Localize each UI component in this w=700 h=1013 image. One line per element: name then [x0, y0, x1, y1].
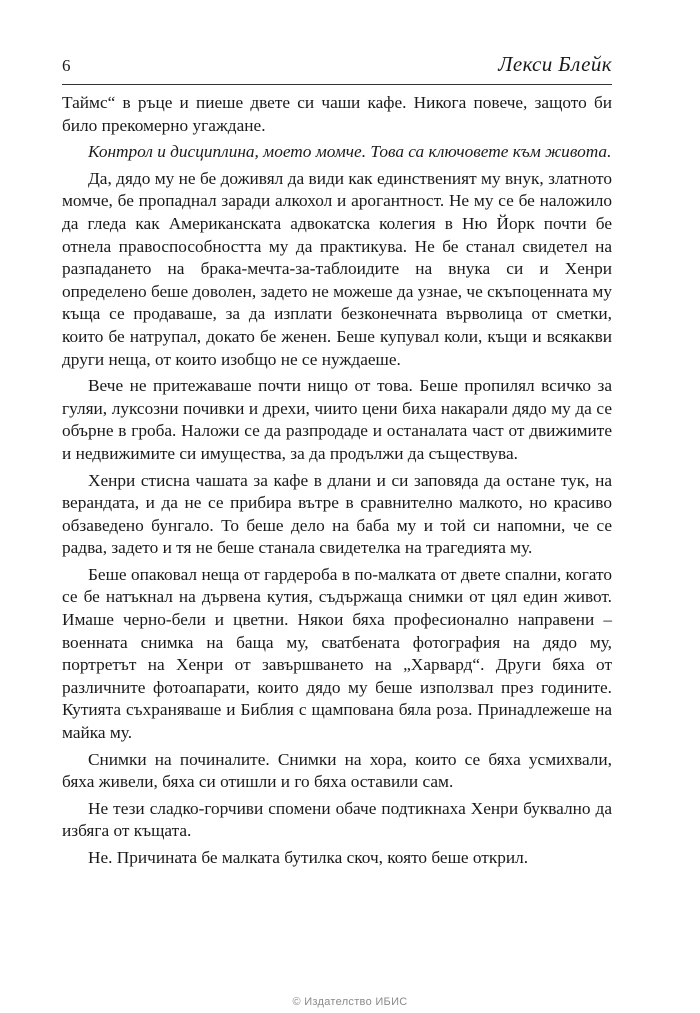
paragraph: Да, дядо му не бе доживял да види как единственият му внук, златното момче, бе пропаднал заради алкохол и арогантност. Не му се бе наложило да гледа как Американската адвокатска колегия в Ню Йорк почти бе отнела правоспособността му да практикува. Не бе станал свидетел на разпадането на брака-мечта-за-таблоидите на внука си и Хенри определено беше доволен, задето не можеше да узнае, че скъпоценната му къща се продаваше, за да изплати безконечната върволица от сметки, които бе натрупал, докато бе женен. Беше купувал коли, къщи и всякакви други неща, от които изобщо не се нуждаеше. [62, 168, 612, 369]
header-rule [62, 84, 612, 85]
paragraph: Не тези сладко-горчиви спомени обаче подтикнаха Хенри буквално да избяга от къщата. [62, 798, 612, 841]
paragraph-italic-quote: Контрол и дисциплина, моето момче. Това са ключовете към живота. [88, 142, 612, 162]
running-head-author: Лекси Блейк [498, 52, 612, 76]
paragraph: Хенри стисна чашата за кафе в длани и си заповяда да остане тук, на верандата, и да не се прибира вътре в сравнително малкото, но красиво обзаведено бунгало. То беше дело на баба му и той си напомни, че се радва, задето и тя не беше станала свидетелка на трагедията му. [62, 470, 612, 558]
page-number: 6 [62, 56, 71, 75]
paragraph: Вече не притежаваше почти нищо от това. Беше пропилял всичко за гуляи, луксозни почивки и дрехи, чиито цени биха накарали дядо му да се обърне в гроба. Наложи се да разпродаде и останалата част от движимите и недвижимите си имущества, за да продължи да съществува. [62, 376, 612, 463]
paragraph: Не. Причината бе малката бутилка скоч, която беше открил. [88, 848, 529, 867]
paragraph: Снимки на починалите. Снимки на хора, които се бяха усмихвали, бяха живели, бяха си отишли и го бяха оставили сам. [62, 749, 612, 792]
publisher-watermark: © Издателство ИБИС [292, 996, 408, 1008]
body-text [62, 92, 612, 870]
paragraph: Беше опаковал неща от гардероба в по-малката от двете спални, когато се бе натъкнал на дървена кутия, съдържаща снимки от цял един живот. Имаше черно-бели и цветни. Някои бяха професионално направени – военната снимка на баща му, сватбената фотография на дядо му, портретът на Хенри от завършването на „Харвард“. Други бяха от различните фотоапарати, които дядо му беше използвал през годините. Кутията съхраняваше и Библия с щампована бяла роза. Принадлежеше на майка му. [62, 564, 612, 743]
paragraph: Таймс“ в ръце и пиеше двете си чаши кафе. Никога повече, защото би било прекомерно угаждане. [62, 93, 612, 135]
